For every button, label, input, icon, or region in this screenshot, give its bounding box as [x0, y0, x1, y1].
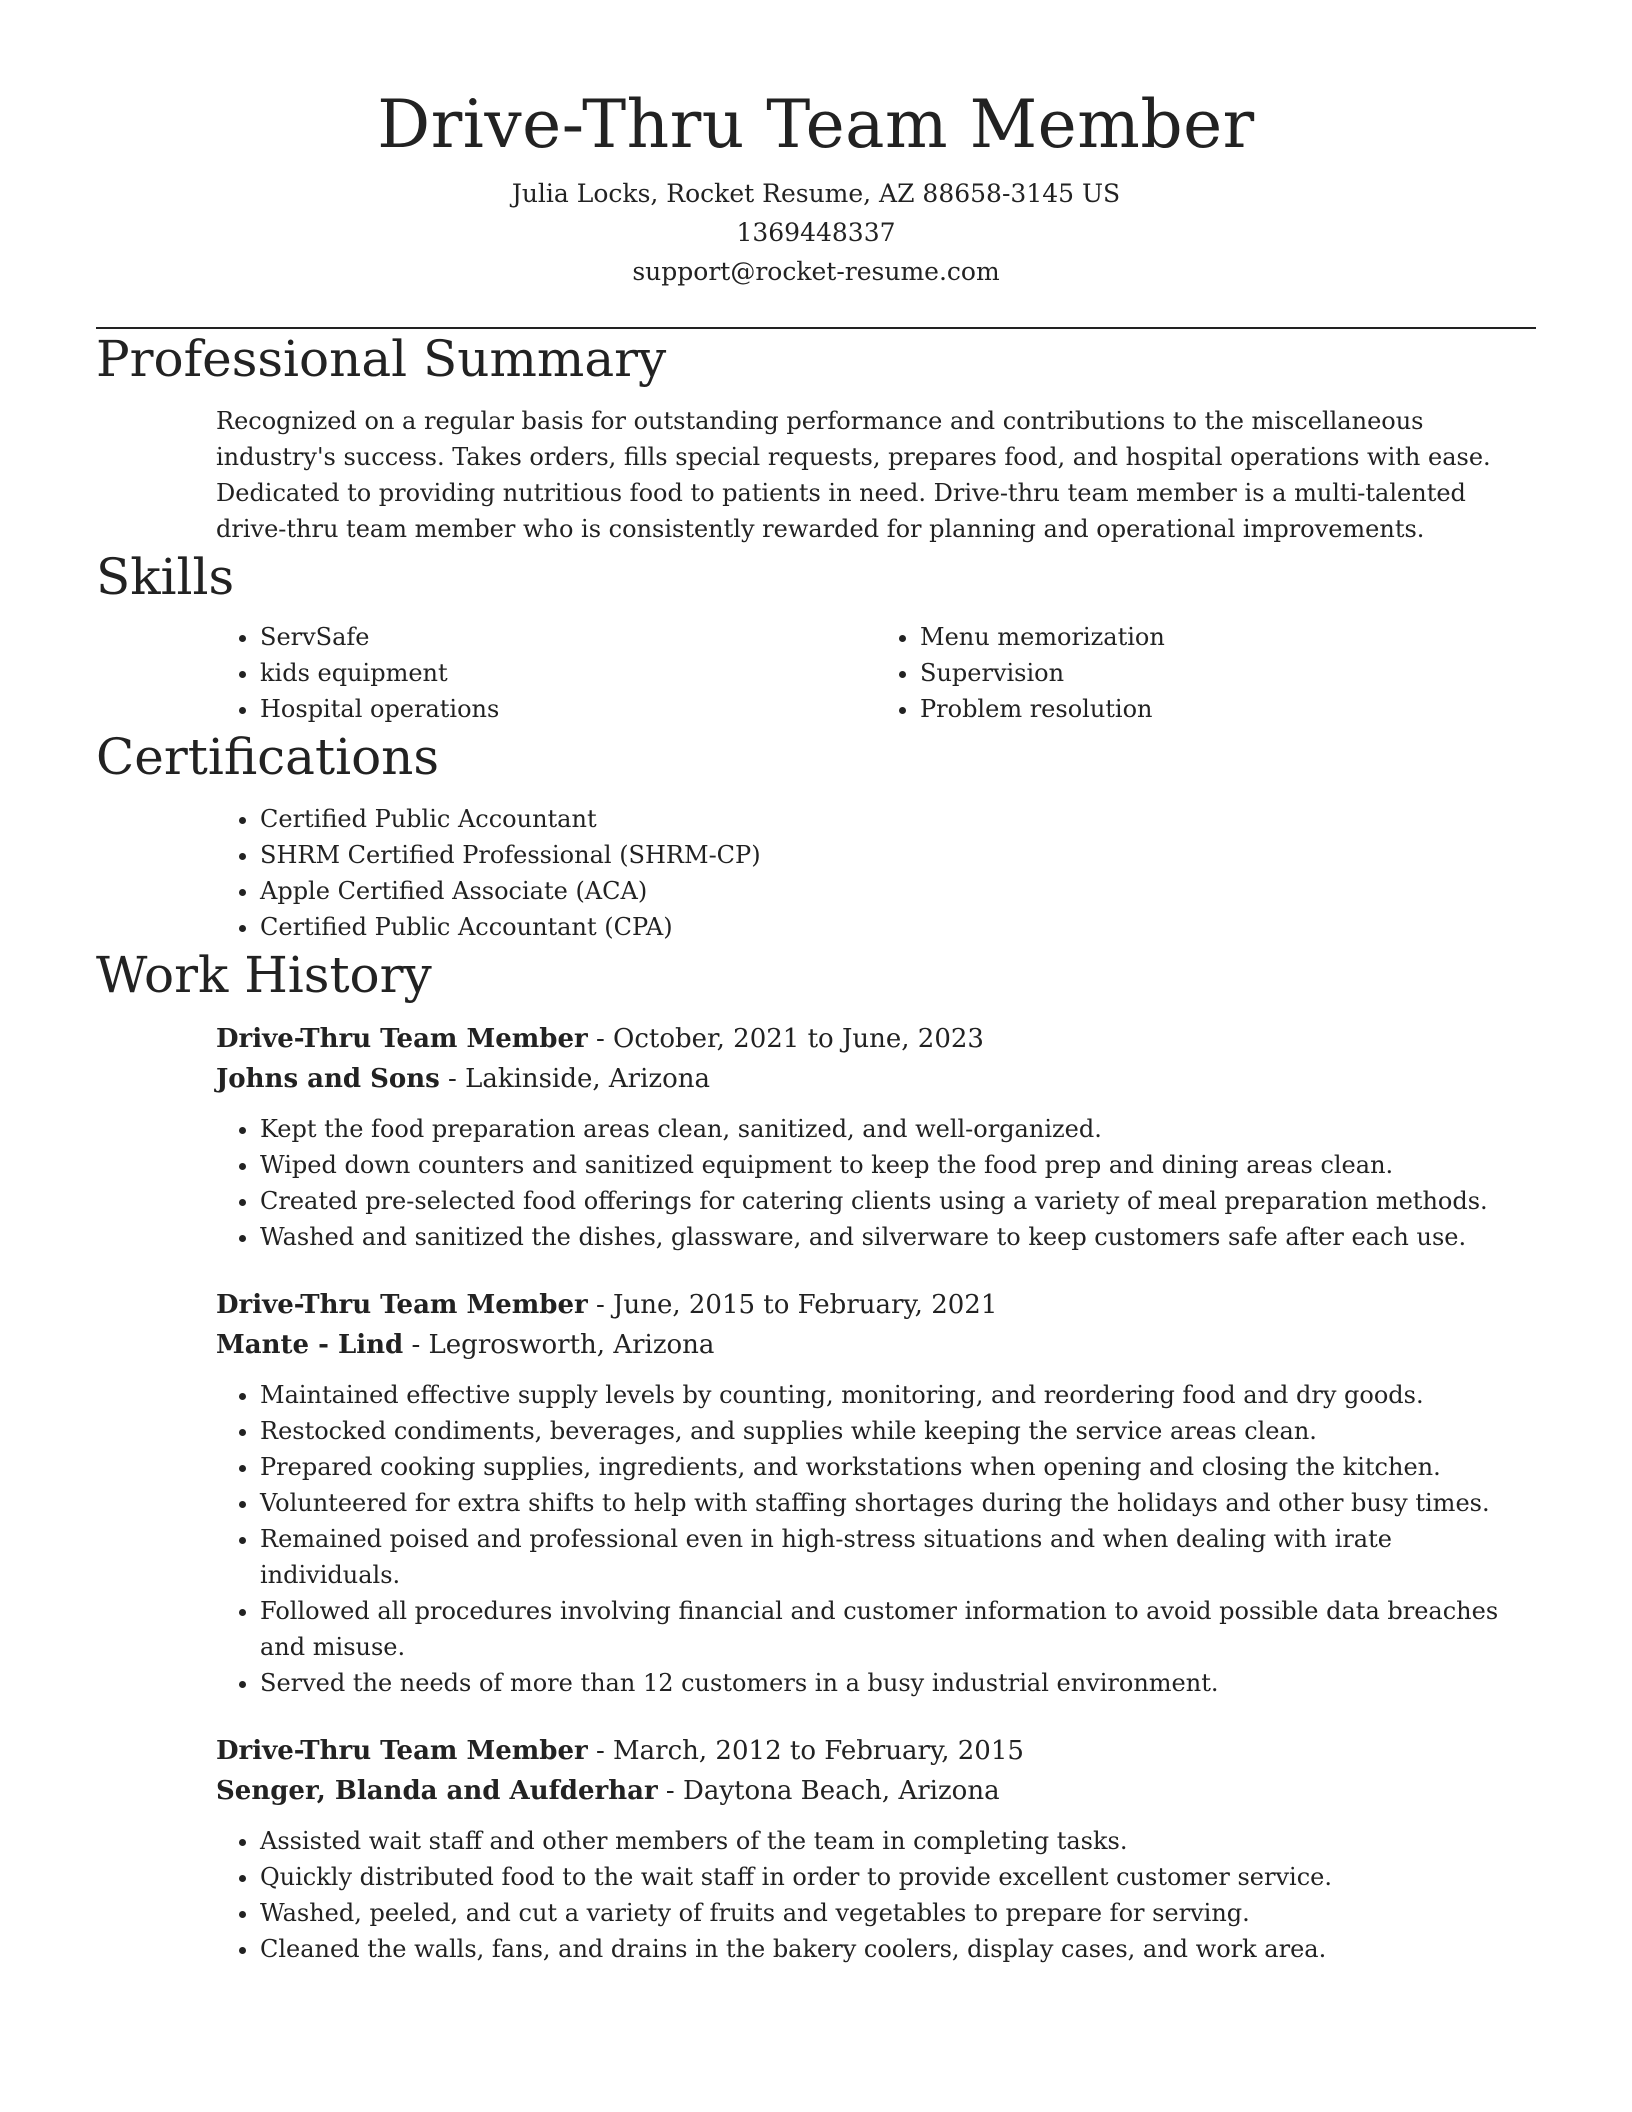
- summary-heading: Professional Summary: [96, 330, 667, 388]
- list-item: • Volunteered for extra shifts to help with staffing shortages during the holidays and other busy times.: [260, 1485, 1536, 1521]
- job-location: - Legrosworth, Arizona: [403, 1330, 715, 1360]
- list-item: • Certified Public Accountant (CPA): [260, 909, 1536, 945]
- contact-address: Julia Locks, Rocket Resume, AZ 88658-3145 US: [511, 179, 1121, 208]
- job-entry: [216, 1731, 1536, 1967]
- list-item: • Menu memorization: [920, 619, 1536, 655]
- certifications-list: [216, 801, 1536, 945]
- list-item: • Problem resolution: [920, 691, 1536, 727]
- resume-page: [96, 0, 1536, 1967]
- job-dates: - October, 2021 to June, 2023: [587, 1024, 984, 1054]
- list-item: • Hospital operations: [260, 691, 876, 727]
- job-title-line: [216, 1285, 1536, 1325]
- list-item: • Washed, peeled, and cut a variety of fruits and vegetables to prepare for serving.: [260, 1895, 1536, 1931]
- skills-heading: Skills: [96, 548, 235, 606]
- job-company-line: [216, 1325, 1536, 1365]
- list-item: • Certified Public Accountant: [260, 801, 1536, 837]
- job-duties-list: [216, 1111, 1536, 1255]
- list-item: • Created pre-selected food offerings for catering clients using a variety of meal preparation methods.: [260, 1183, 1536, 1219]
- list-item: • Assisted wait staff and other members of the team in completing tasks.: [260, 1823, 1536, 1859]
- list-item: • Prepared cooking supplies, ingredients, and workstations when opening and closing the kitchen.: [260, 1449, 1536, 1485]
- list-item: • Washed and sanitized the dishes, glassware, and silverware to keep customers safe after each use.: [260, 1219, 1536, 1255]
- summary-text: Recognized on a regular basis for outstanding performance and contributions to the miscellaneous industry's success. Takes orders, fills special requests, prepares food, and hospital operations with ease. Dedicated to providing nutritious food to patients in need. Drive-thru team member is a multi-talented drive-thru team member who is consistently rewarded for planning and operational improvements.: [216, 407, 1491, 543]
- job-company: Johns and Sons: [216, 1064, 440, 1094]
- skills-column-left: [216, 619, 876, 727]
- list-item: • Remained poised and professional even in high-stress situations and when dealing with irate individuals.: [260, 1521, 1536, 1593]
- resume-name: Drive-Thru Team Member: [377, 86, 1255, 163]
- list-item: • Maintained effective supply levels by counting, monitoring, and reordering food and dry goods.: [260, 1377, 1536, 1413]
- list-item: • SHRM Certified Professional (SHRM-CP): [260, 837, 1536, 873]
- contact-email: support@rocket-resume.com: [632, 257, 1000, 286]
- job-duties-list: [216, 1377, 1536, 1701]
- list-item: • Restocked condiments, beverages, and supplies while keeping the service areas clean.: [260, 1413, 1536, 1449]
- list-item: • kids equipment: [260, 655, 876, 691]
- job-location: - Lakinside, Arizona: [439, 1064, 711, 1094]
- job-duties-list: [216, 1823, 1536, 1967]
- contact-block: [96, 174, 1536, 291]
- job-entry: [216, 1285, 1536, 1701]
- job-title-line: [216, 1731, 1536, 1771]
- job-location: - Daytona Beach, Arizona: [657, 1776, 1000, 1806]
- job-entry: [216, 1019, 1536, 1255]
- certifications-heading: Certifications: [96, 728, 440, 786]
- list-item: • Supervision: [920, 655, 1536, 691]
- list-item: • Followed all procedures involving financial and customer information to avoid possible data breaches and misuse.: [260, 1593, 1536, 1665]
- list-item: • Quickly distributed food to the wait staff in order to provide excellent customer service.: [260, 1859, 1536, 1895]
- job-company: Senger, Blanda and Aufderhar: [216, 1776, 658, 1806]
- job-dates: - March, 2012 to February, 2015: [587, 1736, 1024, 1766]
- work-history-heading: Work History: [96, 946, 432, 1004]
- job-title: Drive-Thru Team Member: [216, 1290, 588, 1320]
- list-item: • ServSafe: [260, 619, 876, 655]
- list-item: • Apple Certified Associate (ACA): [260, 873, 1536, 909]
- contact-phone: 1369448337: [736, 218, 896, 247]
- list-item: • Cleaned the walls, fans, and drains in the bakery coolers, display cases, and work area.: [260, 1931, 1536, 1967]
- skills-column-right: [876, 619, 1536, 727]
- job-title: Drive-Thru Team Member: [216, 1736, 588, 1766]
- skills-list: [216, 619, 1536, 727]
- job-company-line: [216, 1059, 1536, 1099]
- job-dates: - June, 2015 to February, 2021: [587, 1290, 998, 1320]
- job-company: Mante - Lind: [216, 1330, 404, 1360]
- list-item: • Wiped down counters and sanitized equipment to keep the food prep and dining areas clean.: [260, 1147, 1536, 1183]
- job-title: Drive-Thru Team Member: [216, 1024, 588, 1054]
- job-title-line: [216, 1019, 1536, 1059]
- list-item: • Kept the food preparation areas clean, sanitized, and well-organized.: [260, 1111, 1536, 1147]
- list-item: • Served the needs of more than 12 customers in a busy industrial environment.: [260, 1665, 1536, 1701]
- job-company-line: [216, 1771, 1536, 1811]
